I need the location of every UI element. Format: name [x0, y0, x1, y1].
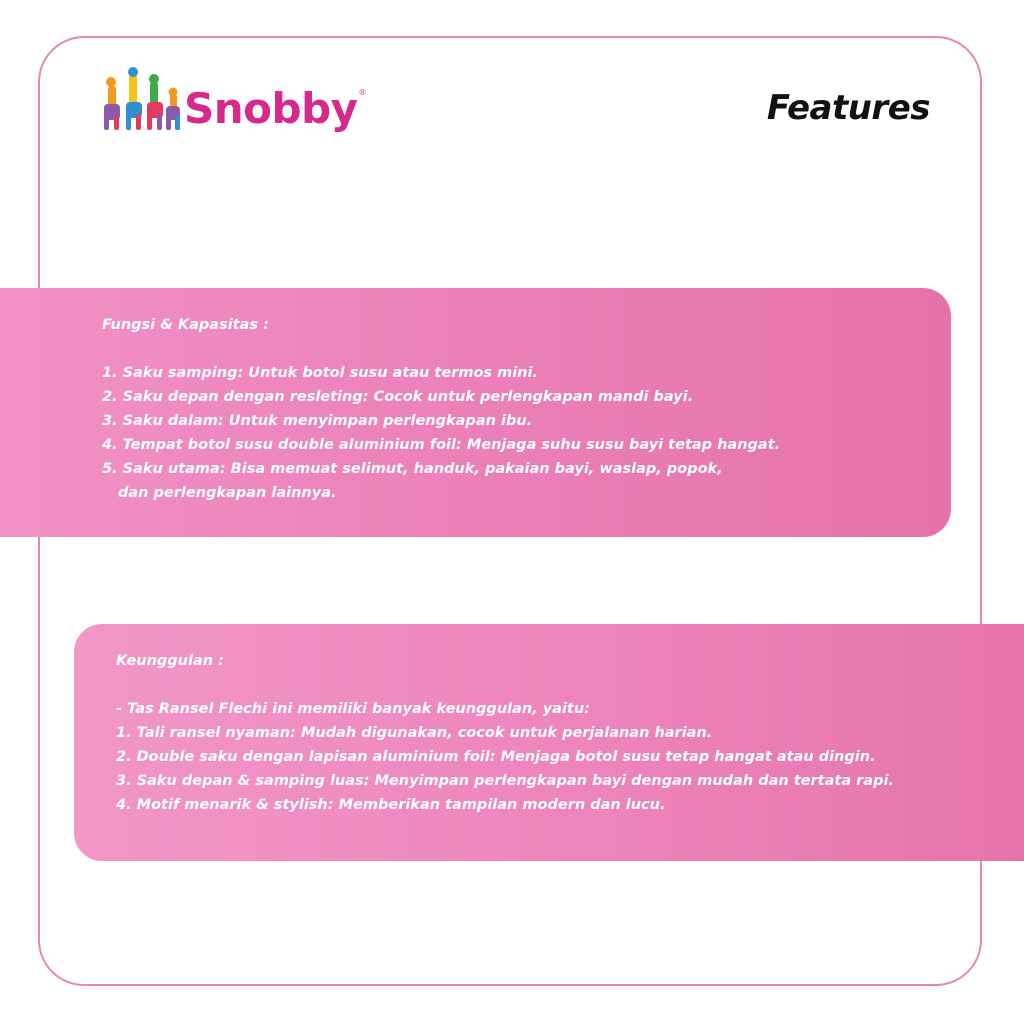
- fungsi-item: 2. Saku depan dengan resleting: Cocok untuk perlengkapan mandi bayi.: [102, 389, 694, 405]
- fungsi-item-continuation: dan perlengkapan lainnya.: [118, 485, 337, 501]
- fungsi-item: 1. Saku samping: Untuk botol susu atau termos mini.: [102, 365, 538, 381]
- keunggulan-item: 4. Motif menarik & stylish: Memberikan tampilan modern dan lucu.: [116, 797, 666, 813]
- fungsi-item: 4. Tempat botol susu double aluminium foil: Menjaga suhu susu bayi tetap hangat.: [102, 437, 781, 453]
- keunggulan-item: 2. Double saku dengan lapisan aluminium foil: Menjaga botol susu tetap hangat atau dingin.: [116, 749, 876, 765]
- fungsi-item: 3. Saku dalam: Untuk menyimpan perlengkapan ibu.: [102, 413, 533, 429]
- keunggulan-intro: - Tas Ransel Flechi ini memiliki banyak keunggulan, yaitu:: [116, 701, 591, 717]
- fungsi-heading: Fungsi & Kapasitas :: [102, 317, 269, 333]
- keunggulan-item: 3. Saku depan & samping luas: Menyimpan perlengkapan bayi dengan mudah dan tertata rapi.: [116, 773, 894, 789]
- fungsi-kapasitas-panel: [0, 288, 951, 537]
- keunggulan-item: 1. Tali ransel nyaman: Mudah digunakan, cocok untuk perjalanan harian.: [116, 725, 713, 741]
- fungsi-item: 5. Saku utama: Bisa memuat selimut, handuk, pakaian bayi, waslap, popok,: [102, 461, 723, 477]
- snobby-logo: [102, 64, 367, 134]
- giraffe-logo-icon: [102, 64, 182, 134]
- keunggulan-panel: [74, 624, 1024, 861]
- keunggulan-heading: Keunggulan :: [116, 653, 224, 669]
- page-title: Features: [766, 88, 930, 128]
- brand-name: Snobby: [184, 84, 358, 133]
- registered-mark: ®: [358, 88, 367, 97]
